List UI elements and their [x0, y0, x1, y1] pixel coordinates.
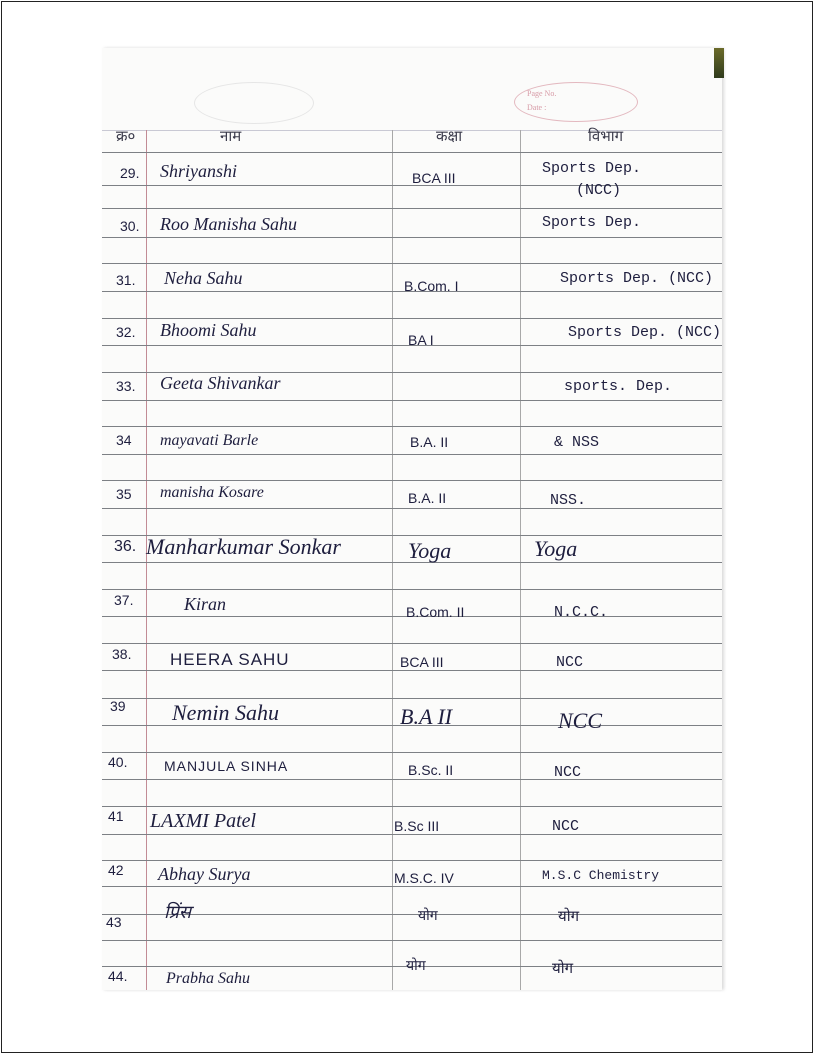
row-department: योग: [558, 907, 580, 925]
ruled-line: [102, 263, 722, 264]
row-name: Roo Manisha Sahu: [160, 214, 297, 234]
row-class: BCA III: [400, 654, 444, 670]
register-sheet: [102, 48, 722, 990]
row-department: Sports Dep. (NCC): [568, 324, 722, 341]
ruled-line: [102, 480, 722, 481]
header-class: कक्षा: [436, 127, 463, 145]
row-serial: 30.: [120, 218, 140, 234]
row-serial: 32.: [116, 324, 136, 340]
row-name: Abhay Surya: [158, 864, 251, 884]
row-class: योग: [418, 908, 438, 924]
row-department: योग: [552, 959, 574, 977]
ruled-line: [102, 860, 722, 861]
row-class: Yoga: [408, 538, 452, 563]
page-no-label: Page No.: [527, 89, 557, 98]
row-serial: 42: [108, 862, 124, 878]
ruled-line: [102, 670, 722, 671]
ruled-line: [102, 698, 722, 699]
row-class: B.A II: [400, 704, 453, 729]
ruled-line: [102, 454, 722, 455]
header-line: [102, 130, 722, 131]
row-department: Sports Dep.: [542, 160, 642, 177]
ruled-line: [102, 237, 722, 238]
column-divider-class: [392, 130, 393, 990]
row-department: Sports Dep.: [542, 214, 642, 231]
row-name: Bhoomi Sahu: [160, 320, 257, 340]
row-class: BCA III: [412, 170, 456, 186]
row-department: M.S.C Chemistry: [542, 868, 660, 883]
row-name: Manharkumar Sonkar: [146, 534, 341, 559]
row-serial: 44.: [108, 968, 128, 984]
row-name: Geeta Shivankar: [160, 373, 281, 393]
row-serial: 36.: [114, 538, 137, 555]
row-serial: 34: [116, 432, 132, 448]
row-serial: 38.: [112, 646, 132, 662]
row-name: प्रिंस: [164, 902, 192, 922]
ruled-line: [102, 208, 722, 209]
row-class: B.Com. II: [406, 604, 465, 620]
row-department: NCC: [556, 654, 584, 671]
row-name: Shriyanshi: [160, 161, 238, 181]
row-serial: 40.: [108, 754, 128, 770]
ruled-line: [102, 400, 722, 401]
header-serial: क्र०: [116, 127, 136, 145]
column-divider-dept: [520, 130, 521, 990]
row-class: B.Sc III: [394, 818, 440, 834]
ruled-line: [102, 886, 722, 887]
ruled-line: [102, 643, 722, 644]
row-serial: 39: [110, 698, 126, 714]
row-name: manisha Kosare: [160, 484, 264, 501]
ruled-line: [102, 752, 722, 753]
row-name: Nemin Sahu: [172, 700, 279, 725]
row-serial: 33.: [116, 378, 136, 394]
row-department: NCC: [552, 818, 580, 835]
row-class: B.Sc. II: [408, 762, 454, 778]
ruled-line: [102, 318, 722, 319]
row-department: sports. Dep.: [564, 378, 673, 395]
binding-clip: [714, 48, 724, 78]
row-department: NCC: [558, 708, 603, 733]
ruled-line: [102, 940, 722, 941]
row-serial: 41: [108, 808, 124, 824]
row-department: NCC: [554, 764, 582, 781]
row-class: BA I: [408, 332, 434, 348]
row-name: Prabha Sahu: [166, 970, 250, 987]
row-name: mayavati Barle: [160, 432, 259, 449]
ruled-line: [102, 834, 722, 835]
ruled-line: [102, 779, 722, 780]
row-department: Yoga: [534, 536, 578, 561]
row-serial: 29.: [120, 165, 140, 181]
row-class: योग: [406, 958, 426, 974]
row-department: N.C.C.: [554, 604, 609, 621]
row-name: HEERA SAHU: [170, 650, 290, 669]
row-name: Neha Sahu: [164, 268, 243, 288]
row-serial: 37.: [114, 592, 134, 608]
header-department: विभाग: [588, 127, 624, 145]
row-department: Sports Dep. (NCC): [560, 270, 714, 287]
row-class: B.A. II: [408, 490, 447, 506]
row-department-note: (NCC): [576, 182, 622, 199]
row-class: B.A. II: [410, 434, 449, 450]
row-name: MANJULA SINHA: [164, 758, 289, 774]
row-name: Kiran: [184, 594, 227, 614]
row-serial: 31.: [116, 272, 136, 288]
header-name: नाम: [220, 127, 242, 145]
ruled-line: [102, 152, 722, 153]
ruled-line: [102, 426, 722, 427]
page-date-stamp: [514, 82, 638, 122]
margin-line: [146, 130, 147, 990]
row-department: & NSS: [554, 434, 600, 451]
ruled-line: [102, 508, 722, 509]
ruled-line: [102, 589, 722, 590]
ruled-line: [102, 806, 722, 807]
faded-stamp: [194, 82, 314, 124]
row-serial: 43: [106, 914, 122, 930]
row-class: B.Com. I: [404, 278, 459, 294]
date-label: Date :: [527, 103, 547, 112]
row-serial: 35: [116, 486, 132, 502]
row-name: LAXMI Patel: [150, 810, 257, 832]
row-department: NSS.: [550, 492, 587, 509]
ruled-line: [102, 914, 722, 915]
row-class: M.S.C. IV: [394, 870, 454, 886]
